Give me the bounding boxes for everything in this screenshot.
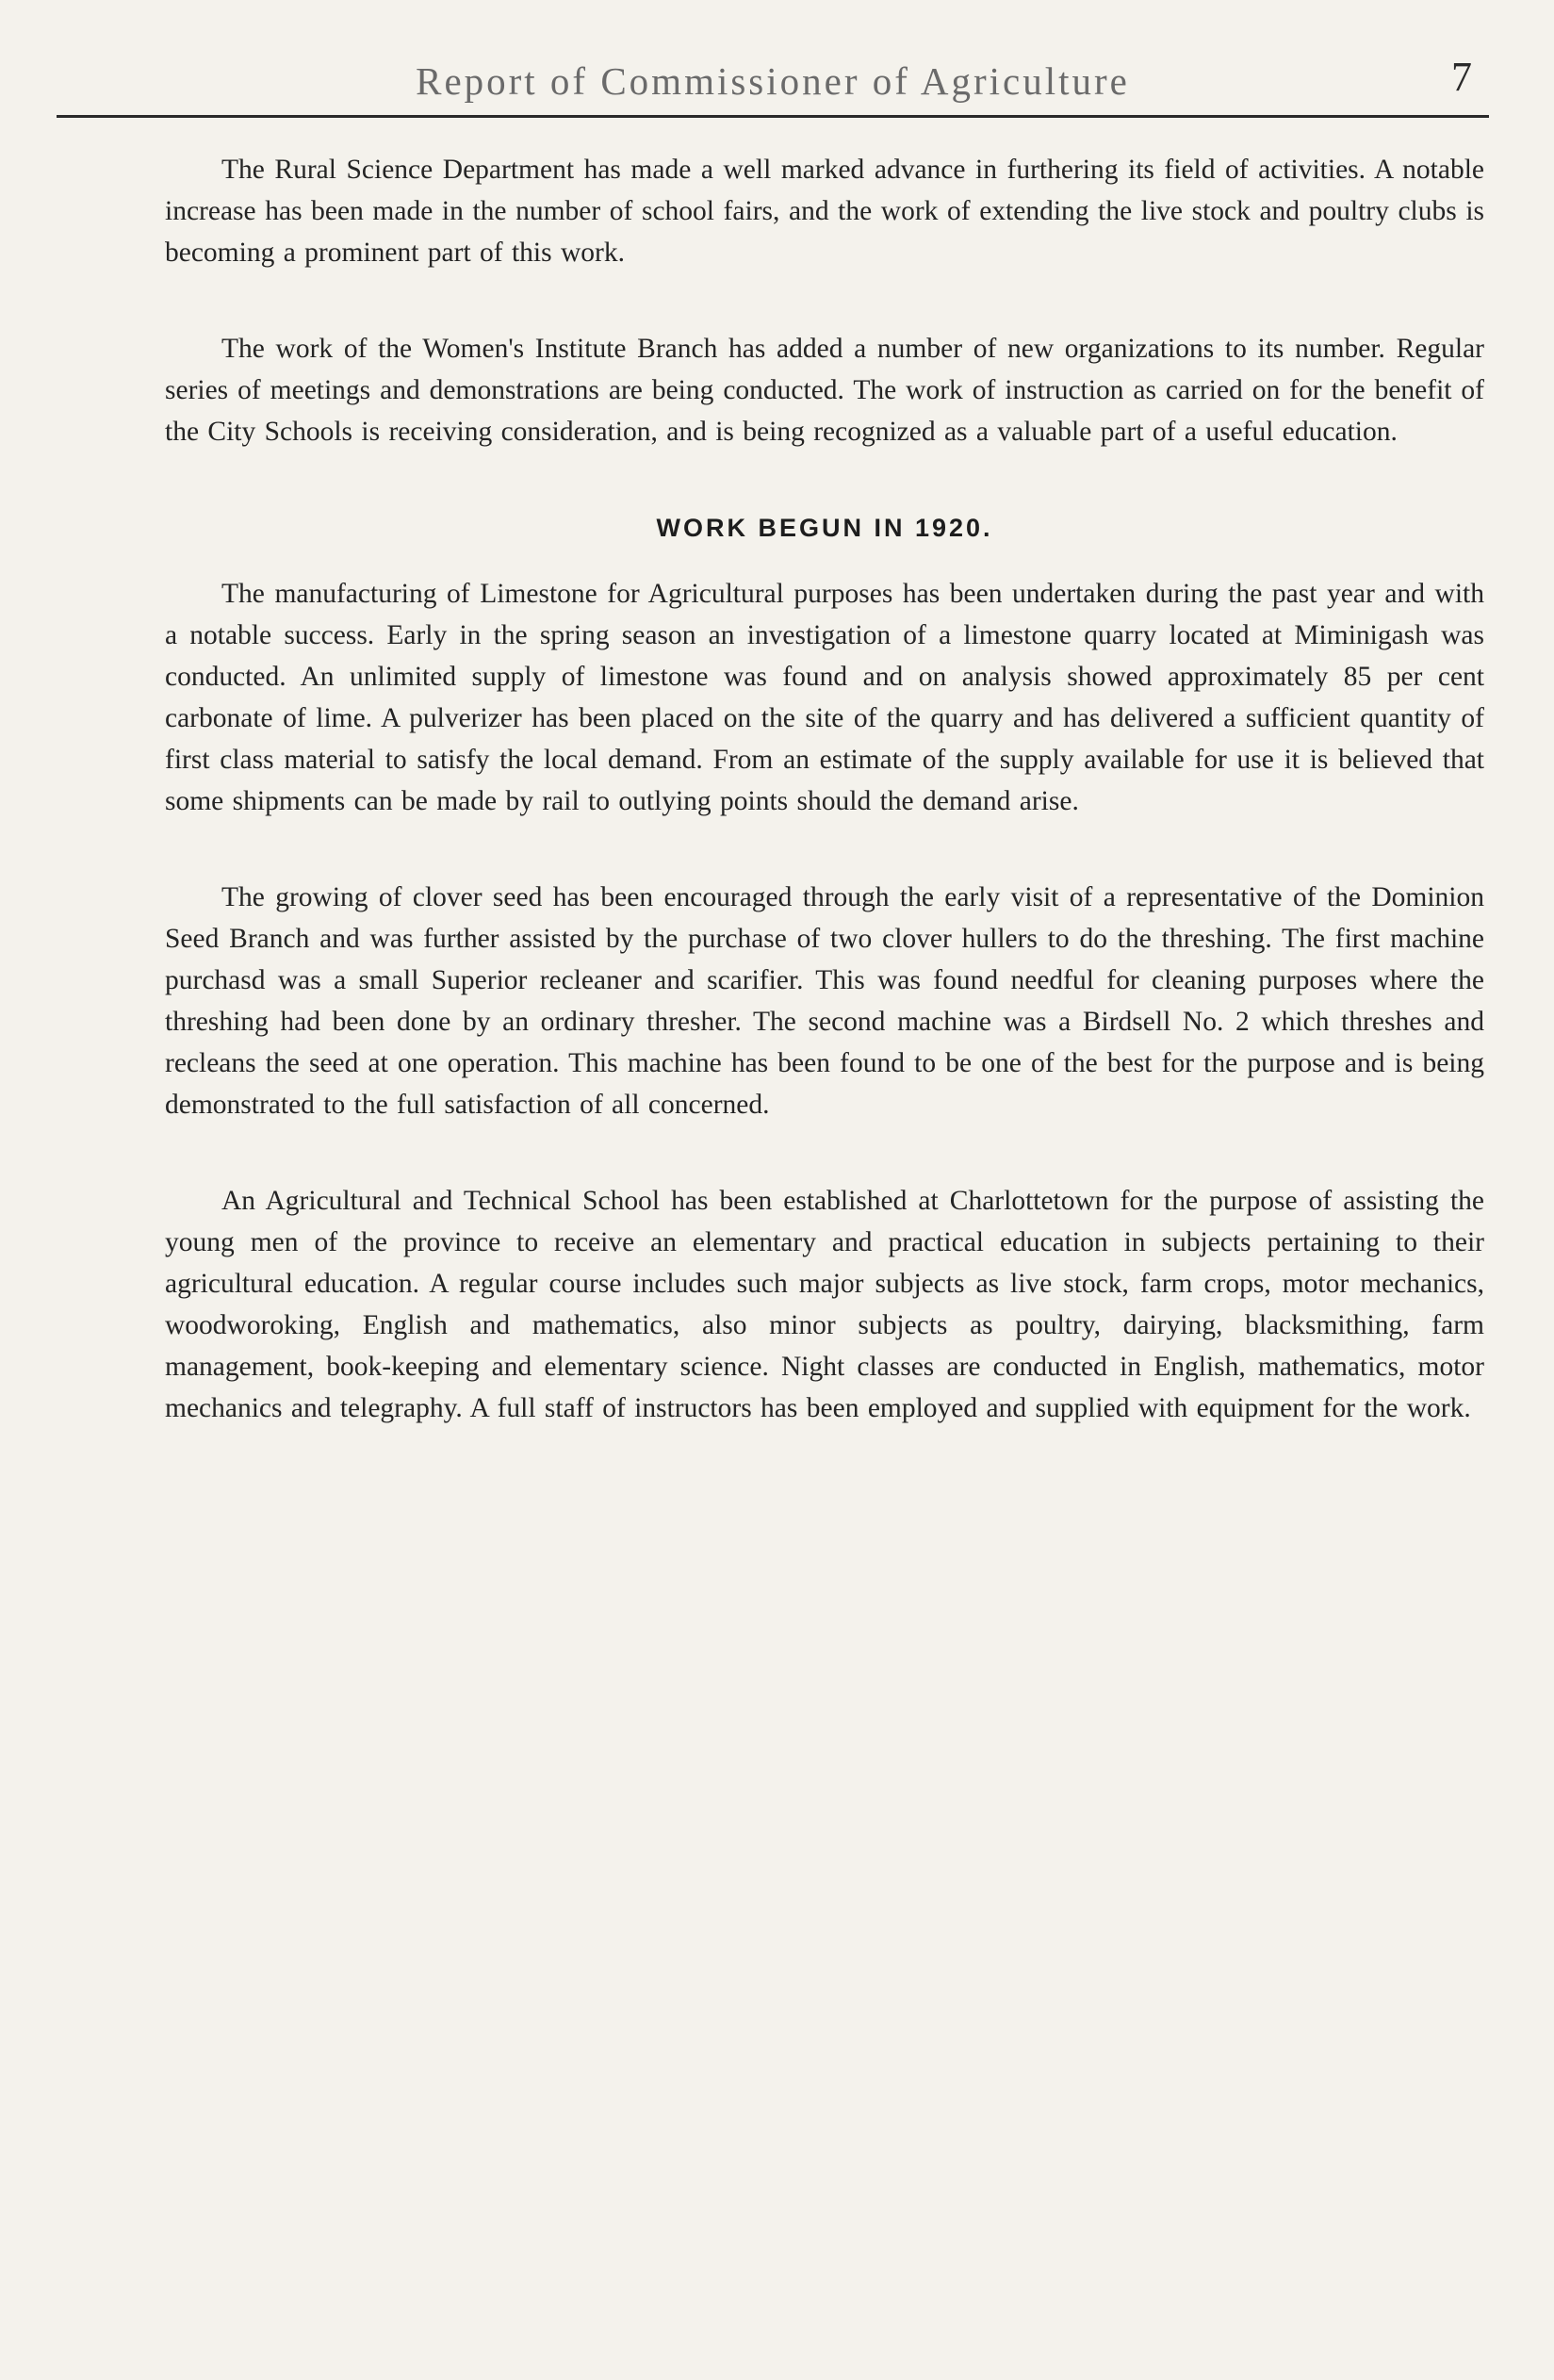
page-header bbox=[57, 49, 1489, 124]
section-heading: WORK BEGUN IN 1920. bbox=[656, 514, 993, 542]
running-title: Report of Commissioner of Agriculture bbox=[416, 59, 1130, 103]
paragraph-limestone: The manufacturing of Limestone for Agricultural purposes has been undertaken during the past year and with a notable success. Early in the spring season an investigation of a limestone quarry located at Miminigash was conducted. An unlimited supply of limestone was found and on analysis showed approximately 85 per cent carbonate of lime. A pulverizer has been placed on the site of the quarry and has delivered a sufficient quantity of first class material to satisfy the local demand. From an estimate of the supply available for use it is believed that some shipments can be made by rail to outlying points should the demand arise. bbox=[165, 579, 1484, 816]
document-body bbox=[165, 141, 1484, 1429]
paragraph-agricultural-school: An Agricultural and Technical School has been established at Charlottetown for the purpose of assisting the young men of the province to receive an elementary and practical education in subjects pertaining to their agricultural education. A regular course includes such major subjects as live stock, farm crops, motor mechanics, woodworoking, English and mathematics, also minor subjects as poultry, dairying, blacksmithing, farm management, book-keeping and elementary science. Night classes are conducted in English, mathematics, motor mechanics and telegraphy. A full staff of instructors has been employed and supplied with equipment for the work. bbox=[165, 1186, 1484, 1423]
paragraph-clover-seed: The growing of clover seed has been encouraged through the early visit of a representative of the Dominion Seed Branch and was further assisted by the purchase of two clover hullers to do the threshing. The first machine purchasd was a small Superior recleaner and scarifier. This was found needful for cleaning purposes where the threshing had been done by an ordinary thresher. The second machine was a Birdsell No. 2 which threshes and recleans the seed at one operation. This machine has been found to be one of the best for the purpose and is being demonstrated to the full satisfaction of all concerned. bbox=[165, 882, 1484, 1120]
page-number: 7 bbox=[1451, 54, 1472, 100]
paragraph-womens-institute: The work of the Women's Institute Branch has added a number of new organizations to its number. Regular series of meetings and demonstrations are being conducted. The work of instruction as carried on for the benefit of the City Schools is receiving consideration, and is being recognized as a valuable part of a useful education. bbox=[165, 334, 1484, 447]
paragraph-rural-science: The Rural Science Department has made a well marked advance in furthering its field of activities. A notable increase has been made in the number of school fairs, and the work of extending the live stock and poultry clubs is becoming a prominent part of this work. bbox=[165, 155, 1484, 268]
header-rule bbox=[57, 115, 1489, 118]
